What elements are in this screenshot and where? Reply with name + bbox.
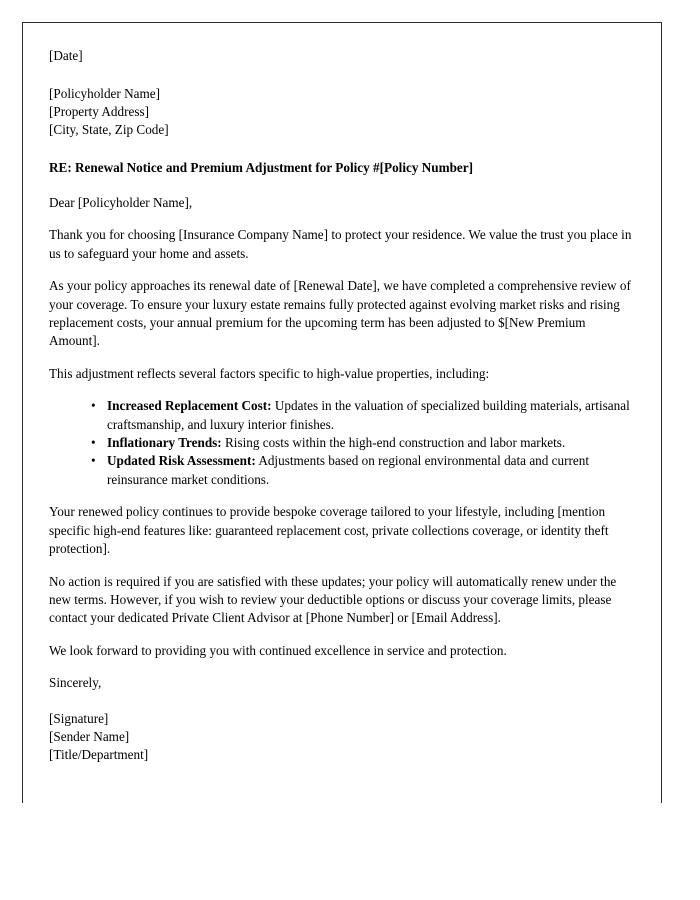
spacer-6 (49, 628, 634, 642)
letter-date: [Date] (49, 48, 83, 63)
paragraph-bespoke-coverage: Your renewed policy continues to provide bespoke coverage tailored to your lifestyle, including [mention specific high-end features like: guaranteed replacement cost, private collections coverage, or identity theft protection]. (49, 504, 609, 557)
paragraph-closing-statement: We look forward to providing you with continued excellence in service and protection. (49, 642, 507, 658)
list-intro: This adjustment reflects several factors specific to high-value properties, including: (49, 365, 490, 381)
spacer-after-date (49, 65, 634, 85)
signature-block (49, 710, 634, 764)
list-item (91, 434, 634, 452)
paragraph-no-action-required: No action is required if you are satisfied with these updates; your policy will automatically renew under the new terms. However, if you wish to review your deductible options or discuss your coverage limits, please contact your dedicated Private Client Advisor at [Phone Number] or [Email Address]. (49, 573, 617, 626)
spacer-after-subject (49, 177, 634, 194)
spacer-5 (49, 559, 634, 573)
factor-description: Adjustments based on regional environmental data and current reinsurance market conditions. (107, 453, 590, 487)
factor-description: Rising costs within the high-end construction and labor markets. (221, 435, 566, 451)
adjustment-factors-list (49, 397, 634, 489)
recipient-address-block (49, 85, 634, 139)
factor-term: Inflationary Trends: (107, 435, 222, 451)
spacer-7 (49, 660, 634, 674)
sender-name: [Sender Name] (49, 728, 130, 744)
recipient-city-state-zip: [City, State, Zip Code] (49, 122, 169, 137)
letter-body (23, 23, 661, 764)
recipient-address: [Property Address] (49, 104, 149, 119)
sender-title-department: [Title/Department] (49, 746, 149, 762)
recipient-name: [Policyholder Name] (49, 86, 160, 101)
signature-placeholder: [Signature] (49, 710, 109, 726)
list-item (91, 452, 634, 489)
spacer-3 (49, 383, 634, 397)
spacer-after-address (49, 139, 634, 159)
spacer-after-salutation (49, 212, 634, 226)
document-page (22, 22, 662, 803)
list-item (91, 397, 634, 434)
spacer-2 (49, 351, 634, 365)
factor-description: Updates in the valuation of specialized building materials, artisanal craftsmanship, and luxury interior finishes. (107, 398, 630, 432)
spacer-1 (49, 263, 634, 277)
closing-salutation: Sincerely, (49, 675, 102, 691)
spacer-4 (49, 489, 634, 503)
salutation: Dear [Policyholder Name], (49, 195, 193, 210)
factor-term: Updated Risk Assessment: (107, 453, 256, 469)
spacer-before-signature (49, 693, 634, 710)
subject-line: RE: Renewal Notice and Premium Adjustment for Policy #[Policy Number] (49, 160, 474, 175)
paragraph-thank-you: Thank you for choosing [Insurance Company Name] to protect your residence. We value the trust you place in us to safeguard your home and assets. (49, 227, 632, 261)
factor-term: Increased Replacement Cost: (107, 398, 272, 414)
paragraph-renewal-premium: As your policy approaches its renewal date of [Renewal Date], we have completed a comprehensive review of your coverage. To ensure your luxury estate remains fully protected against evolving market risks and rising replacement costs, your annual premium for the upcoming term has been adjusted to $[New Premium Amount]. (49, 278, 631, 349)
